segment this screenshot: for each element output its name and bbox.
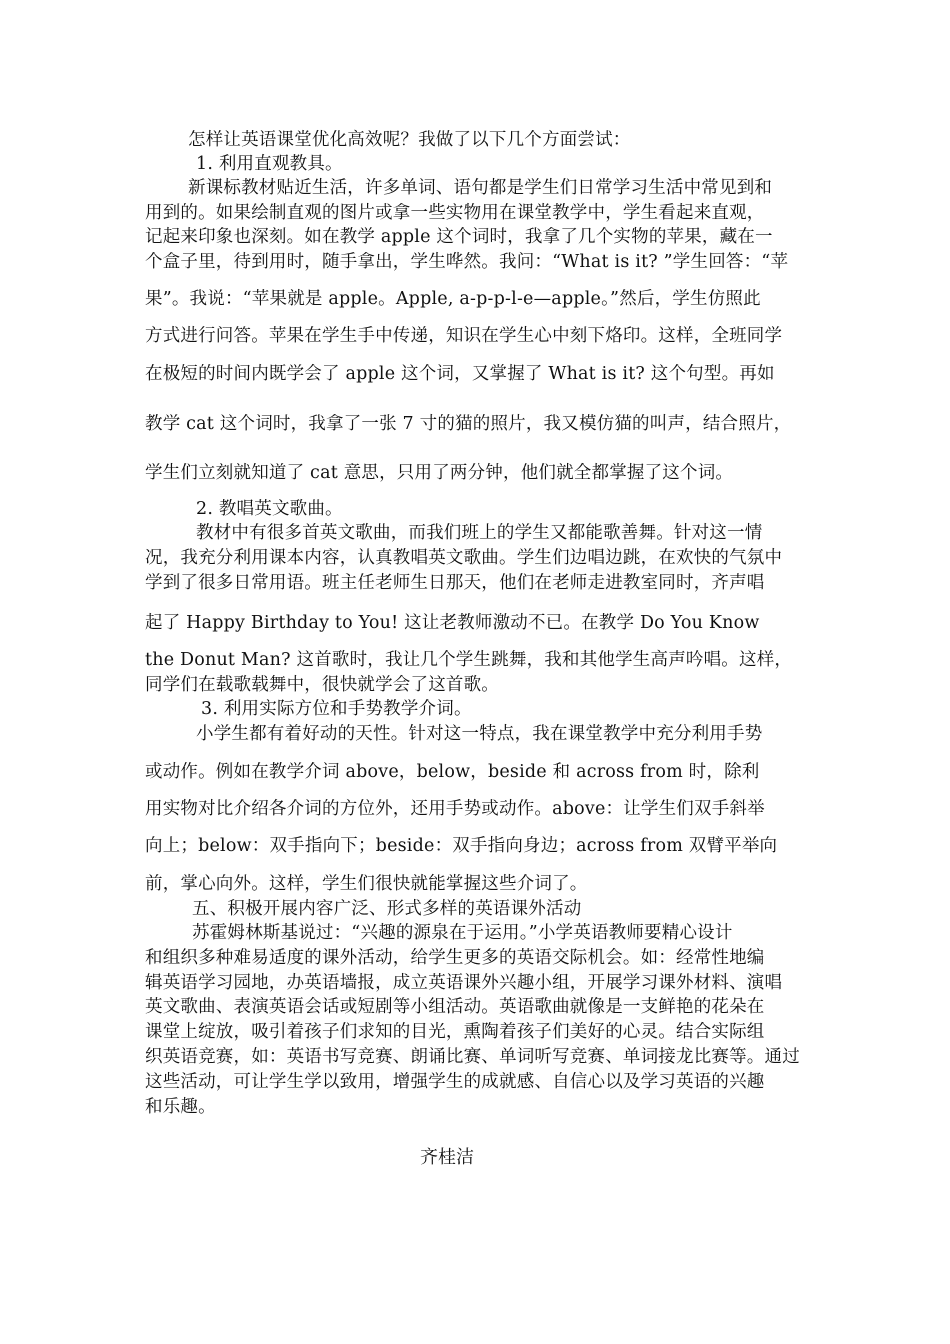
- paragraph-line: 怎样让英语课堂优化高效呢？我做了以下几个方面尝试：: [188, 130, 631, 150]
- section-heading: 五、积极开展内容广泛、形式多样的英语课外活动: [192, 899, 582, 919]
- paragraph-line: 用实物对比介绍各介词的方位外，还用手势或动作。above：让学生们双手斜举: [145, 799, 765, 819]
- paragraph-line: 辑英语学习园地，办英语墙报，成立英语课外兴趣小组，开展学习课外材料、演唱: [145, 973, 783, 993]
- paragraph-line: 和乐趣。: [145, 1097, 216, 1117]
- paragraph-line: 学到了很多日常用语。班主任老师生日那天，他们在老师走进教室同时，齐声唱: [145, 573, 765, 593]
- paragraph-line: 果”。我说：“苹果就是 apple。Apple, a-p-p-l-e—apple。”然后，学生仿照此: [145, 289, 761, 309]
- paragraph-line: 这些活动，可让学生学以致用，增强学生的成就感、自信心以及学习英语的兴趣: [145, 1072, 765, 1092]
- paragraph-line: 小学生都有着好动的天性。针对这一特点，我在课堂教学中充分利用手势: [196, 724, 763, 744]
- paragraph-line: 织英语竞赛，如：英语书写竞赛、朗诵比赛、单词听写竞赛、单词接龙比赛等。通过: [145, 1047, 800, 1067]
- paragraph-line: 苏霍姆林斯基说过：“兴趣的源泉在于运用。”小学英语教师要精心设计: [192, 923, 733, 943]
- paragraph-line: 同学们在载歌载舞中，很快就学会了这首歌。: [145, 675, 499, 695]
- paragraph-line: 用到的。如果绘制直观的图片或拿一些实物用在课堂教学中，学生看起来直观，: [145, 203, 765, 223]
- paragraph-line: 教学 cat 这个词时，我拿了一张 7 寸的猫的照片，我又模仿猫的叫声，结合照片，: [145, 414, 792, 434]
- author-name: 齐桂洁: [420, 1147, 474, 1168]
- paragraph-line: 前，掌心向外。这样，学生们很快就能掌握这些介词了。: [145, 874, 588, 894]
- paragraph-line: 教材中有很多首英文歌曲，而我们班上的学生又都能歌善舞。针对这一情: [196, 523, 763, 543]
- paragraph-line: 向上；below：双手指向下；beside：双手指向身边；across from 双臂平举向: [145, 836, 778, 856]
- paragraph-line: 英文歌曲、表演英语会话或短剧等小组活动。英语歌曲就像是一支鲜艳的花朵在: [145, 997, 765, 1017]
- paragraph-line: 新课标教材贴近生活，许多单词、语句都是学生们日常学习生活中常见到和: [188, 178, 773, 198]
- paragraph-line: 学生们立刻就知道了 cat 意思，只用了两分钟，他们就全都掌握了这个词。: [145, 463, 734, 483]
- paragraph-line: 在极短的时间内既学会了 apple 这个词，又掌握了 What is it? 这个句型。再如: [145, 364, 775, 384]
- section-heading: 3. 利用实际方位和手势教学介词。: [201, 699, 472, 719]
- paragraph-line: 方式进行问答。苹果在学生手中传递，知识在学生心中刻下烙印。这样，全班同学: [145, 326, 783, 346]
- paragraph-line: 或动作。例如在教学介词 above，below，beside 和 across from 时，除利: [145, 762, 760, 782]
- paragraph-line: 况，我充分利用课本内容，认真教唱英文歌曲。学生们边唱边跳，在欢快的气氛中: [145, 548, 783, 568]
- paragraph-line: 起了 Happy Birthday to You! 这让老教师激动不已。在教学 Do You Know: [145, 613, 760, 633]
- section-heading: 1. 利用直观教具。: [196, 154, 343, 174]
- section-heading: 2. 教唱英文歌曲。: [196, 499, 343, 519]
- paragraph-line: 和组织多种难易适度的课外活动，给学生更多的英语交际机会。如：经常性地编: [145, 948, 765, 968]
- paragraph-line: 记起来印象也深刻。如在教学 apple 这个词时，我拿了几个实物的苹果，藏在一: [145, 227, 773, 247]
- paragraph-line: 课堂上绽放，吸引着孩子们求知的目光，熏陶着孩子们美好的心灵。结合实际组: [145, 1022, 765, 1042]
- paragraph-line: the Donut Man? 这首歌时，我让几个学生跳舞，我和其他学生高声吟唱。这样，: [145, 650, 793, 670]
- paragraph-line: 个盒子里，待到用时，随手拿出，学生哗然。我问：“What is it? ”学生回答：“苹: [145, 252, 789, 272]
